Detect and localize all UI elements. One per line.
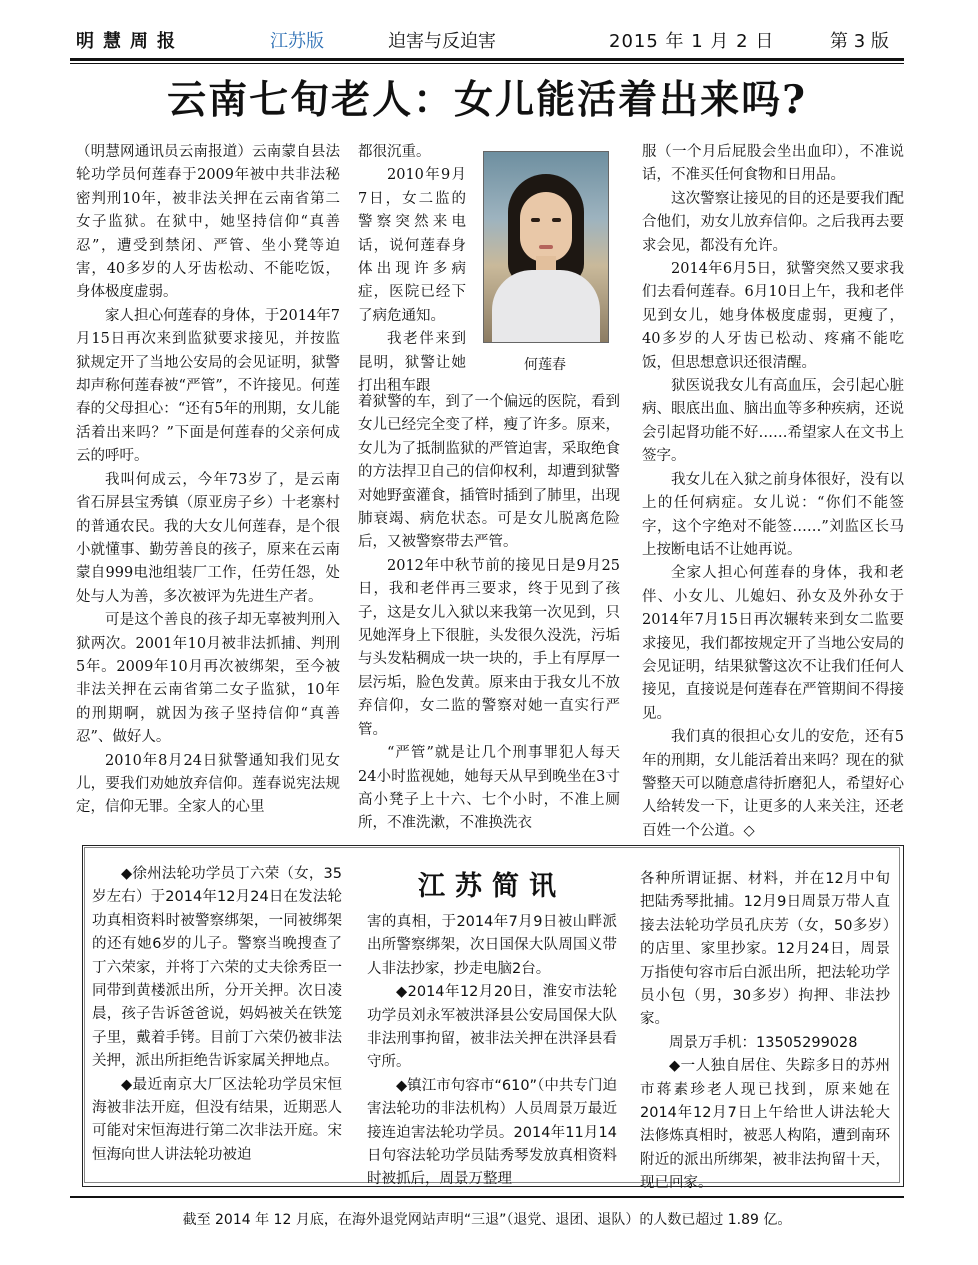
brief-item: ◆一人独自居住、失踪多日的苏州市蒋素珍老人现已找到，原来她在2014年12月7日上午给世人讲法轮大法修炼真相时，被恶人构陷，遭到南环附近的派出所绑架，被非法拘留十天，现已回家。 <box>640 1058 890 1192</box>
issue-date: 2015 年 1 月 2 日 <box>609 31 775 52</box>
briefs-column-3 <box>640 868 890 1196</box>
article-paragraph: 服（一个月后屁股会坐出血印），不准说话，不准买任何食物和日用品。 <box>642 144 904 184</box>
footer-rule <box>70 1196 904 1198</box>
edition-label: 江苏版 <box>270 31 324 52</box>
brief-contact: 周景万手机：13505299028 <box>669 1034 858 1051</box>
photo-caption: 何莲春 <box>524 357 566 373</box>
article-paragraph: 我老伴来到昆明，狱警让她打出租车跟 <box>358 331 466 395</box>
article-paragraph: 狱医说我女儿有高血压，会引起心脏病、眼底出血、脑出血等多种疾病，还说会引起肾功能不好……希望家人在文书上签字。 <box>642 378 904 465</box>
article-paragraph: 2010年8月24日狱警通知我们见女儿，要我们劝她放弃信仰。莲春说宪法规定，信仰无罪。全家人的心里 <box>76 752 340 816</box>
brief-item: 害的真相，于2014年7月9日被山畔派出所警察绑架，次日国保大队周国义带人非法抄家，抄走电脑2台。 <box>367 914 617 977</box>
article-paragraph: 2014年6月5日，狱警突然又要求我们去看何莲春。6月10日上午，我和老伴见到女儿，她身体极度虚弱，更瘦了，40多岁的人牙齿已松动、疼痛不能吃饭，但思想意识还很清醒。 <box>642 261 904 371</box>
brief-item: ◆2014年12月20日，淮安市法轮功学员刘永军被洪泽县公安局国保大队非法刑事拘留，被非法关押在洪泽县看守所。 <box>367 984 617 1071</box>
brief-item: ◆最近南京大厂区法轮功学员宋恒海被非法开庭，但没有结果，近期恶人可能对宋恒海进行第二次非法开庭。宋恒海向世人讲法轮功被迫 <box>92 1076 342 1163</box>
article-paragraph: （明慧网通讯员云南报道）云南蒙自县法轮功学员何莲春于2009年被中共非法秘密判刑10年，被非法关押在云南省第二女子监狱。在狱中，她坚持信仰“真善忍”，遭受到禁闭、严管、坐小凳等迫害，40多岁的人牙齿松动、不能吃饭，身体极度虚弱。 <box>76 144 340 301</box>
news-briefs-title: 江苏简讯 <box>418 871 566 902</box>
masthead-rule <box>70 58 904 61</box>
article-column-1 <box>76 141 340 820</box>
footer-banner: 截至 2014 年 12 月底，在海外退党网站声明“三退”（退党、退团、退队）的人数已超过 1.89 亿。 <box>182 1212 792 1228</box>
article-paragraph: 全家人担心何莲春的身体，我和老伴、小女儿、儿媳妇、孙女及外孙女于2014年7月15日再次辗转来到女二监要求接见，我们都按规定开了当地公安局的会见证明，结果狱警这次不让我们任何人接见，直接说是何莲春在严管期间不得接见。 <box>642 565 904 722</box>
brief-item: 各种所谓证据、材料，并在12月中旬把陆秀琴批捕。12月9日周景万带人直接去法轮功学员孔庆芳（女，50多岁）的店里、家里抄家。12月24日，周景万指使句容市后白派出所，把法轮功学员小包（男，30多岁）拘押、非法抄家。 <box>640 871 890 1028</box>
article-paragraph: 可是这个善良的孩子却无辜被判刑入狱两次。2001年10月被非法抓捕、判刑5年。2009年10月再次被绑架，至今被非法关押在云南省第二女子监狱，10年的刑期啊，就因为孩子坚持信仰“真善忍”、做好人。 <box>76 612 340 746</box>
article-paragraph: 这次警察让接见的目的还是要我们配合他们，劝女儿放弃信仰。之后我再去要求会见，都没有允许。 <box>642 190 904 254</box>
masthead-rule-thin <box>70 63 904 64</box>
headline: 云南七旬老人：女儿能活着出来吗? <box>167 77 807 123</box>
portrait-photo <box>483 151 609 343</box>
masthead <box>70 30 904 56</box>
article-paragraph: 我叫何成云，今年73岁了，是云南省石屏县宝秀镇（原亚房子乡）十老寨村的普通农民。我的大女儿何莲春，是个很小就懂事、勤劳善良的孩子，原来在云南蒙自999电池组装厂工作，任劳任怨，处处与人为善，多次被评为先进生产者。 <box>76 471 340 605</box>
article-paragraph: 着狱警的车，到了一个偏远的医院，看到女儿已经完全变了样，瘦了许多。原来，女儿为了抵制监狱的严管迫害，采取绝食的方法捍卫自己的信仰权利，却遭到狱警对她野蛮灌食，插管时插到了肺里，出现肺衰竭、病危状态。可是女儿脱离危险后，又被警察带去严管。 <box>358 394 620 551</box>
paper-name: 明慧周报 <box>76 31 184 52</box>
article-paragraph: 我们真的很担心女儿的安危，还有5年的刑期，女儿能活着出来吗？现在的狱警整天可以随意虐待折磨犯人，希望好心人给转发一下，让更多的人来关注，还老百姓一个公道。◇ <box>642 729 904 839</box>
article-column-2-top <box>358 141 466 398</box>
brief-item: ◆徐州法轮功学员丁六荣（女，35岁左右）于2014年12月24日在发法轮功真相资料时被警察绑架，一同被绑架的还有她6岁的儿子。警察当晚搜查了丁六荣家，并将丁六荣的丈夫徐秀臣一同带到黄楼派出所，分开关押。次日凌晨，孩子告诉爸爸说，妈妈被关在铁笼子里，戴着手铐。目前丁六荣仍被非法关押，派出所拒绝告诉家属关押地点。 <box>92 866 342 1070</box>
article-paragraph: 家人担心何莲春的身体，于2014年7月15日再次来到监狱要求接见，并按监狱规定开了当地公安局的会见证明，狱警却声称何莲春被“严管”，不许接见。何莲春的父母担心：“还有5年的刑期，女儿能活着出来吗？”下面是何莲春的父亲何成云的呼吁。 <box>76 307 340 465</box>
briefs-column-2 <box>367 911 617 1192</box>
section-label: 迫害与反迫害 <box>388 31 496 52</box>
article-paragraph: 2012年中秋节前的接见日是9月25日，我和老伴再三要求，终于见到了孩子，这是女儿入狱以来我第一次见到，只见她浑身上下很脏，头发很久没洗，污垢与头发粘稠成一块一块的，手上有厚厚一层污垢，脸色发黄。原来由于我女儿不放弃信仰，女二监的警察对她一直实行严管。 <box>358 557 620 738</box>
article-paragraph: “严管”就是让几个刑事罪犯人每天24小时监视她，她每天从早到晚坐在3寸高小凳子上十六、七个小时，不准上厕所，不准洗漱，不准换洗衣 <box>358 745 620 832</box>
page-number: 第 3 版 <box>830 31 889 52</box>
article-column-3 <box>642 141 904 843</box>
article-paragraph: 2010年9月7日，女二监的警察突然来电话，说何莲春身体出现许多病症，医院已经下了病危通知。 <box>358 167 466 324</box>
brief-item: ◆镇江市句容市“610”（中共专门迫害法轮功的非法机构）人员周景万最近接连迫害法轮功学员。2014年11月14日句容法轮功学员陆秀琴发放真相资料时被抓后，周景万整理 <box>367 1077 617 1188</box>
article-paragraph: 都很沉重。 <box>358 144 431 160</box>
briefs-column-1 <box>92 863 342 1167</box>
article-paragraph: 我女儿在入狱之前身体很好，没有以上的任何病症。女儿说：“你们不能签字，这个字绝对不能签……”刘监区长马上按断电话不让她再说。 <box>642 471 904 558</box>
article-column-2-bottom <box>358 391 620 836</box>
